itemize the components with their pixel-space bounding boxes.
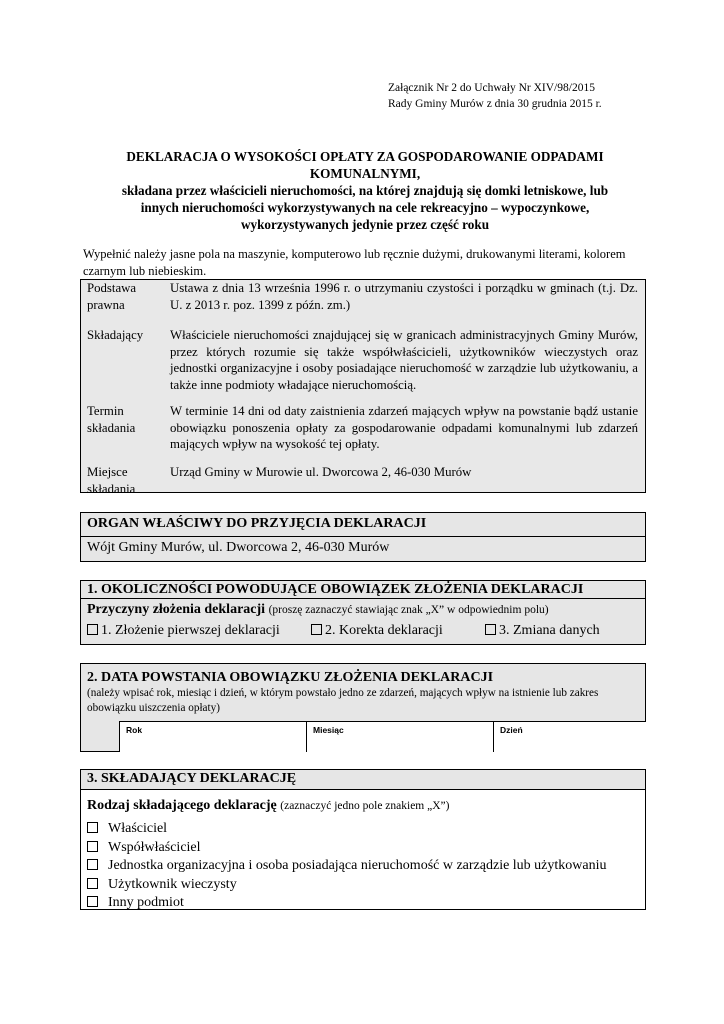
checkbox-data-change[interactable] (485, 624, 496, 635)
reason-line (81, 599, 645, 621)
year-label: Rok (126, 725, 143, 735)
deadline-label: Termin składania (87, 404, 136, 435)
reason-label: Przyczyny złożenia deklaracji (87, 602, 266, 617)
month-field[interactable] (306, 722, 493, 752)
organ-header: ORGAN WŁAŚCIWY DO PRZYJĘCIA DEKLARACJI (81, 513, 645, 537)
section-1 (80, 580, 646, 645)
organ-value: Wójt Gminy Murów, ul. Dworcowa 2, 46-030 Murów (81, 537, 645, 561)
annex-line-1: Załącznik Nr 2 do Uchwały Nr XIV/98/2015 (388, 82, 595, 94)
section-2 (80, 663, 646, 752)
fill-instruction: Wypełnić należy jasne pola na maszynie, komputerowo lub ręcznie dużymi, drukowanymi literami, kolorem czarnym lub niebieskim. (83, 247, 626, 278)
checkbox-organizational-unit[interactable] (87, 859, 98, 870)
option-first-declaration[interactable] (87, 623, 280, 639)
basis-text: Ustawa z dnia 13 września 1996 r. o utrzymaniu czystości i porządku w gminach (t.j. Dz. U. z 2013 r. poz. 1399 z późn. zm.) (170, 281, 638, 312)
option-first-declaration-label: 1. Złożenie pierwszej deklaracji (101, 623, 280, 638)
section-3 (80, 769, 646, 910)
submitter-text: Właściciele nieruchomości znajdującej się w granicach administracyjnych Gminy Murów, przez których rozumie się także współwłaścicieli, użytkowników wieczystych oraz jednostki organizacyjne i osoby posiadające nieruchomość w zarządzie lub użytkowaniu, a także inne podmioty władające nieruchomością. (170, 328, 638, 392)
deadline-text: W terminie 14 dni od daty zaistnienia zdarzeń mających wpływ na powstanie bądź ustanie obowiązku ponoszenia opłaty za gospodarowanie odpadami komunalnymi lub zdarzeń mających wpływ na wysokość tej opłaty. (170, 404, 638, 451)
annex-note (388, 80, 602, 112)
option-data-change[interactable] (485, 623, 600, 639)
reason-note: (proszę zaznaczyć stawiając znak „X” w odpowiednim polu) (268, 604, 549, 616)
option-perpetual-user-label: Użytkownik wieczysty (108, 876, 237, 892)
option-perpetual-user[interactable] (87, 876, 639, 895)
option-correction[interactable] (311, 623, 443, 639)
day-label: Dzień (500, 725, 523, 735)
organ-section (80, 512, 646, 562)
submitter-type-options (81, 820, 645, 913)
date-grid (119, 721, 646, 752)
checkbox-other-entity[interactable] (87, 896, 98, 907)
submitter-label: Składający (87, 328, 144, 342)
option-co-owner-label: Współwłaściciel (108, 839, 201, 855)
checkbox-co-owner[interactable] (87, 841, 98, 852)
option-owner[interactable] (87, 820, 639, 839)
title-line-3: składana przez właścicieli nieruchomości, na której znajdują się domki letniskowe, lub (121, 183, 609, 198)
annex-line-2: Rady Gminy Murów z dnia 30 grudnia 2015 r. (388, 98, 602, 110)
checkbox-owner[interactable] (87, 822, 98, 833)
reason-options (81, 621, 645, 645)
option-co-owner[interactable] (87, 839, 639, 858)
place-text: Urząd Gminy w Murowie ul. Dworcowa 2, 46-030 Murów (170, 465, 472, 479)
basis-label: Podstawa prawna (87, 281, 137, 312)
option-correction-label: 2. Korekta deklaracji (325, 623, 443, 638)
checkbox-correction[interactable] (311, 624, 322, 635)
option-owner-label: Właściciel (108, 821, 168, 836)
month-label: Miesiąc (313, 725, 344, 735)
option-organizational-unit-label: Jednostka organizacyjna i osoba posiadająca nieruchomość w zarządzie lub użytkowaniu (108, 858, 607, 873)
submitter-type-line (81, 790, 645, 820)
section-2-header: 2. DATA POWSTANIA OBOWIĄZKU ZŁOŻENIA DEKLARACJI (81, 664, 645, 686)
section-2-note: (należy wpisać rok, miesiąc i dzień, w którym powstało jedno ze zdarzeń, mających wpływ na istnienie lub zakres obowiązku uiszczenia opłaty) (87, 687, 599, 714)
checkbox-perpetual-user[interactable] (87, 878, 98, 889)
option-other-entity-label: Inny podmiot (108, 895, 184, 910)
title-line-5: wykorzystywanych jedynie przez część roku (240, 217, 490, 232)
submitter-type-note: (zaznaczyć jedno pole znakiem „X”) (280, 800, 450, 812)
section-3-header: 3. SKŁADAJĄCY DEKLARACJĘ (81, 770, 645, 790)
title-line-2: KOMUNALNYMI, (309, 166, 421, 181)
option-organizational-unit[interactable] (87, 857, 639, 876)
option-data-change-label: 3. Zmiana danych (499, 623, 600, 638)
place-label: Miejsce składania (87, 465, 136, 496)
checkbox-first-declaration[interactable] (87, 624, 98, 635)
section-1-header: 1. OKOLICZNOŚCI POWODUJĄCE OBOWIĄZEK ZŁOŻENIA DEKLARACJI (81, 581, 645, 599)
title-line-4: innych nieruchomości wykorzystywanych na cele rekreacyjno – wypoczynkowe, (140, 200, 590, 215)
info-table (80, 279, 646, 496)
submitter-type-label: Rodzaj składającego deklarację (87, 798, 277, 813)
option-other-entity[interactable] (87, 894, 639, 913)
day-field[interactable] (493, 722, 646, 752)
document-title (70, 148, 660, 233)
title-line-1: DEKLARACJA O WYSOKOŚCI OPŁATY ZA GOSPODAROWANIE ODPADAMI (126, 149, 604, 164)
year-field[interactable] (119, 722, 306, 752)
